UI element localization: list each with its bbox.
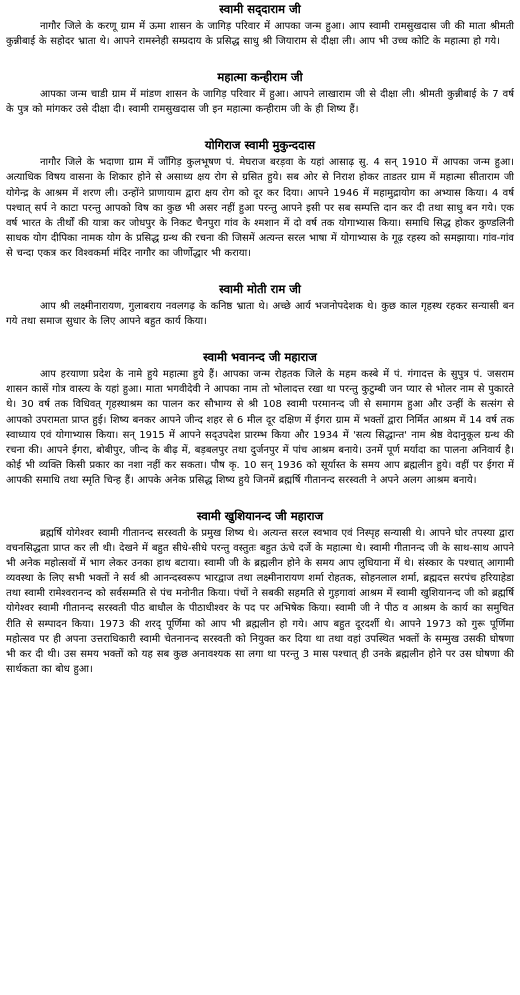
section-kanhiram — [6, 66, 514, 117]
section-title: महात्मा कन्हीराम जी — [217, 70, 303, 85]
section-title: योगिराज स्वामी मुकुन्ददास — [204, 138, 316, 153]
section-body: आप हरयाणा प्रदेश के नामे हुये महात्मा हुये हैं। आपका जन्म रोहतक जिले के महम कस्बे में पं. गंगादत्त के सुपुत्र पं. जसराम शासन कासें गोत्र वास्त्य के यहां हुआ। माता भगवीदेवी ने आपका नाम तो भोलादत्त रखा था परन्तु कुटुम्बी जन प्यार से भोलर नाम से पुकारते थे। 30 वर्ष तक विधिवत् गृहस्थाश्रम का पालन कर सौभाग्य से श्री 108 स्वामी परमानन्द जी से समागम हुआ और उन्हीं के सत्संग से आपको उपरामता प्राप्त हुई। शिष्य बनकर आपने जीन्द शहर से 6 मील दूर दक्षिण में ईगरा ग्राम में भक्तों द्वारा निर्मित आश्रम में 14 वर्ष तक स्वाध्याय एवं योगाभ्यास किया। सन् 1915 में आपने सद्‌उपदेश प्रारम्भ किया और 1934 में 'सत्य सिद्धान्त' नाम श्रेष्ठ वेदानुकूल ग्रन्थ की रचना की। आपने ईगरा, बोबीपुर, जीन्द के बीढ़ में, बड़बलपुर तथा दुर्जनपुर में पांच आश्रम बनाये। उनमें पूर्ण मर्यादा का पालना अनिवार्य है। कोई भी व्यक्ति किसी प्रकार का नशा नहीं कर सकता। पौष कृ. 10 सन् 1936 को सूर्यास्त के समय आप ब्रह्मलीन हुये। वहीं पर ईगरा में आपकी समाधि तथा स्मृति चिन्ह हैं। आपके अनेक प्रसिद्ध शिष्य हुये जिनमें ब्रह्मर्षि गीतानन्द सरस्वती ने अपने अलग आश्रम बनाये। — [6, 369, 514, 486]
section-title: स्वामी सद्‌दाराम जी — [219, 2, 301, 16]
section-mukunddas — [6, 134, 514, 261]
section-saddaram — [6, 0, 514, 49]
section-title: स्वामी मोती राम जी — [219, 282, 301, 297]
section-body: नागौर जिले के करणू ग्राम में ऊमा शासन के जागिड़ परिवार में आपका जन्म हुआ। आप स्वामी रामसुखदास जी की माता श्रीमती कुन्नीबाई के सहोदर भ्राता थे। आपने रामस्नेही सम्प्रदाय के प्रसिद्ध साधु श्री जियाराम से दीक्षा ली। आप भी उच्च कोटि के महात्मा हो गये। — [6, 21, 514, 48]
section-motiram — [6, 278, 514, 329]
section-body: आपका जन्म चाडी ग्राम में मांडण शासन के जागिड़ परिवार में हुआ। आपने लाखाराम जी से दीक्षा ली। श्रीमती कुन्नीबाई के 7 वर्ष के पुत्र को मांगकर उसे दीक्षा दी। स्वामी रामसुखदास जी इन महात्मा कन्हीराम जी के ही शिष्य हैं। — [6, 89, 514, 116]
section-body: ब्रह्मर्षि योगेश्वर स्वामी गीतानन्द सरस्वती के प्रमुख शिष्य थे। अत्यन्त सरल स्वभाव एवं निस्पृह सन्यासी थे। आपने घोर तपस्या द्वारा वचनसिद्धता प्राप्त कर ली थी। देखने में बहुत सीधे-सीधे परन्तु वस्तुतः बहुत ऊंचे दर्जे के महात्मा थे। स्वामी गीतानन्द जी के साथ-साथ आपने भी अनेक महोत्सवों में भाग लेकर उनका हाथ बटाया। स्वामी जी के ब्रह्मलीन होने के समय आप लुधियाना में थे। संस्कार के पश्चात् आगामी व्यवस्था के लिए सभी भक्तों ने सर्व श्री आनन्दस्वरूप भारद्वाज तथा लक्ष्मीनारायण शर्मा रोहतक, सोहनलाल शर्मा, ब्रह्मदत्त सरपंच हरियाहेडा तथा स्वामी रामेश्वरानन्द को सर्वसम्मति से पंच मनोनीत किया। पंचों ने सबकी सहमति से गुड़गावां आश्रम में स्वामी खुशियानन्द जी को ब्रह्मर्षि योगेश्वर स्वामी गीतानन्द सरस्वती पीठ बाधौल के पीठाधीश्वर के पद पर अभिषेक किया। स्वामी जी ने पीठ व आश्रम के कार्य का समुचित रीति से सम्पादन किया। 1973 की शरद् पूर्णिमा को आप भी ब्रह्मलीन हो गये। आप बहुत दूरदर्शी थे। आपने 1973 को गुरू पूर्णिमा महोत्सव पर ही अपना उत्तराधिकारी स्वामी चेतनानन्द सरस्वती को नियुक्त कर दिया था तथा वहां उपस्थित भक्तों के सम्मुख उसकी घोषणा भी कर दी थी। उस समय भक्तों को यह सब कुछ अनावश्यक सा लगा था परन्तु 3 मास पश्चात् ही उनके ब्रह्मलीन होने पर उस घोषणा की सार्थकता का बोध हुआ। — [6, 527, 514, 675]
section-title: स्वामी भवानन्द जी महाराज — [203, 350, 317, 365]
section-title: स्वामी खुशियानन्द जी महाराज — [196, 508, 324, 523]
section-body: आप श्री लक्ष्मीनारायण, गुलाबराय नवलगढ़ के कनिष्ठ भ्राता थे। अच्छे आर्य भजनोपदेशक थे। कुछ काल गृहस्थ रहकर सन्यासी बन गये तथा समाज सुधार के लिए आपने बहुत कार्य किया। — [6, 301, 514, 328]
section-body: नागौर जिले के भदाणा ग्राम में जाँगिड़ कुलभूषण पं. मेघराज बरड़वा के यहां आसाढ़ सु. 4 सन् 1910 में आपका जन्म हुआ। अत्याधिक विषय वासना के शिकार होने से असाध्य क्षय रोग से ग्रसित हुये। सब ओर से निराश होकर ताडतर ग्राम में महात्मा सीताराम जी योगेन्द्र के आश्रम में शरण ली। उन्होंने प्राणायाम द्वारा क्षय रोग को दूर कर दिया। आपने 1946 में महामुद्रायोग का अभ्यास किया। 4 वर्ष पश्चात् सर्प ने काटा परन्तु आपको विष का कुछ भी असर नहीं हुआ परन्तु आपने इसी पर सब सम्पत्ति दान कर दी तथा साधु बन गये। एक वर्ष भारत के तीर्थों की यात्रा कर जोधपुर के निकट चैनपुरा गांव के श्मशान में दो वर्ष तक योगाभ्यास किया। समाधि सिद्ध होकर कुण्डलिनी साधक योग दीपिका नामक योग के प्रसिद्ध ग्रन्थ की रचना की जिसमें अत्यन्त सरल भाषा में योगाभ्यास के गूढ़ रहस्य को समझाया। गांव-गांव से चन्दा एकत्र कर विश्वकर्मा मंदिर नागौर का जीर्णोद्धार भी कराया। — [6, 157, 514, 259]
section-bhavanand — [6, 346, 514, 488]
section-khushiyanand — [6, 505, 514, 677]
